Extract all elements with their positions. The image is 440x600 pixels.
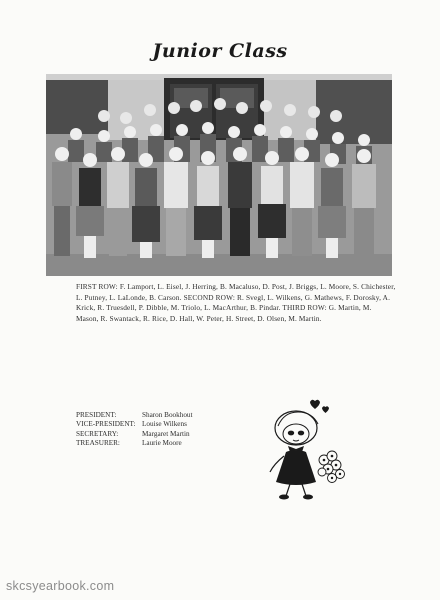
mascot-illustration — [262, 396, 354, 502]
class-photo — [46, 74, 392, 276]
photo-caption: FIRST ROW: F. Lamport, L. Eisel, J. Herring, B. Macaluso, D. Post, J. Briggs, L. Moore, S. Chichester, L. Putney, L. LaLonde, B. Carson. SECOND ROW: R. Svegl, L. Wilkens, G. Mathews, F. Dorosky, A. Krick, R. Truesdell, P. Dibble, M. Triolo, L. MacArthur, B. Pindar. THIRD ROW: G. Martin, M. Mason, R. Swantack, R. Rice, D. Hall, W. Peter, H. Street, D. Olsen, M. Martin. — [76, 282, 396, 323]
site-watermark: skcsyearbook.com — [6, 579, 115, 593]
officer-row-secretary — [76, 430, 266, 439]
class-photo-drawing — [46, 74, 392, 276]
officer-role: PRESIDENT: — [76, 411, 117, 419]
officer-row-treasurer — [76, 439, 266, 448]
officer-row-president — [76, 411, 266, 420]
officer-role: VICE-PRESIDENT: — [76, 420, 136, 429]
officer-name: Margaret Martin — [142, 429, 190, 438]
officers-list — [76, 411, 266, 449]
officer-name: Laurie Moore — [142, 439, 182, 448]
page-title: Junior Class — [152, 40, 288, 62]
girl-with-flowers-icon — [262, 396, 354, 502]
officer-name: Sharon Bookhout — [142, 411, 193, 419]
officer-name: Louise Wilkens — [142, 420, 187, 429]
officer-role: TREASURER: — [76, 439, 120, 448]
officer-row-vice-president — [76, 420, 266, 429]
officer-role: SECRETARY: — [76, 429, 119, 438]
